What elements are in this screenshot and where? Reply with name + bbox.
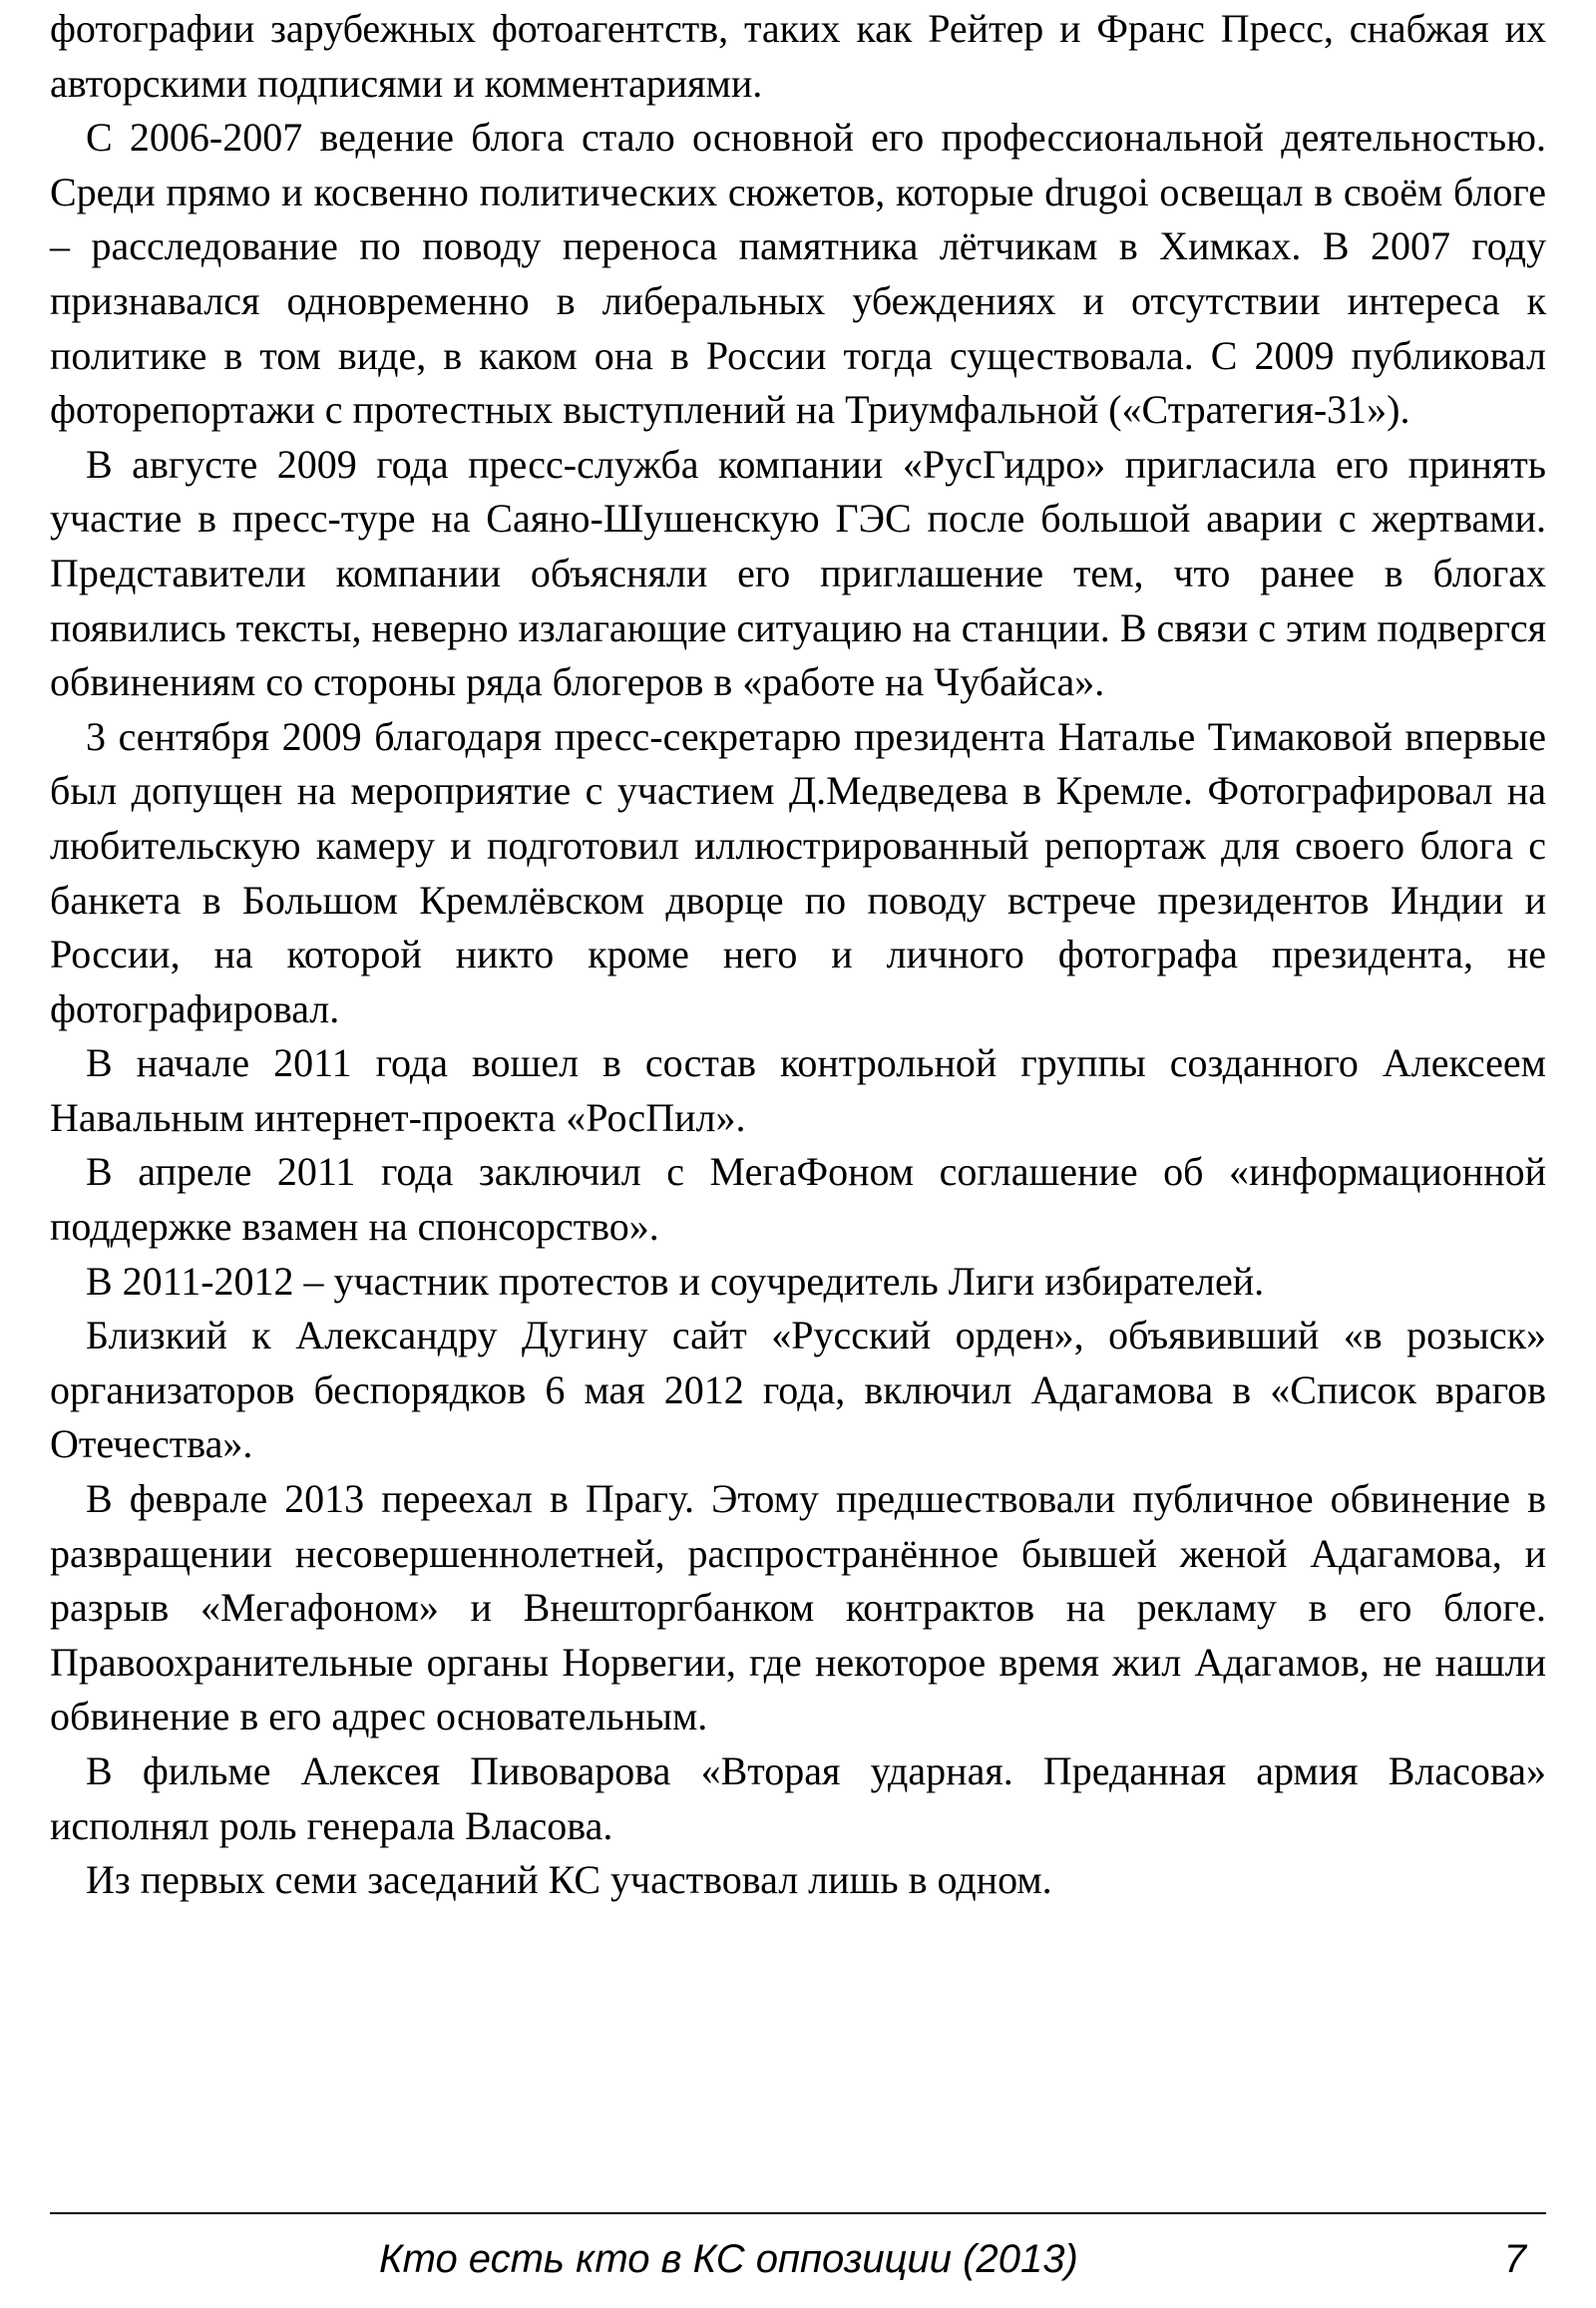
footer-title: Кто есть кто в КС оппозиции (2013) <box>379 2237 1078 2281</box>
paragraph-protests: В 2011-2012 – участник протестов и соучредитель Лиги избирателей. <box>86 1258 1265 1304</box>
text-body <box>50 2 1546 1908</box>
paragraph-russian-order: Близкий к Александру Дугину сайт «Русский орден», объявивший «в розыск» организаторов беспорядков 6 мая 2012 года, включил Адагамова в «Список врагов Отечества». <box>50 1313 1546 1467</box>
page-footer <box>50 2234 1546 2284</box>
paragraph-prague: В феврале 2013 переехал в Прагу. Этому предшествовали публичное обвинение в развращении несовершеннолетней, распространённое бывшей женой Адагамова, и разрыв «Мегафоном» и Внешторгбанком контрактов на рекламу в его блоге. Правоохранительные органы Норвегии, где некоторое время жил Адагамов, не нашли обвинение в его адрес основательным. <box>50 1476 1546 1739</box>
paragraph-continuation: фотографии зарубежных фотоагентств, таких как Рейтер и Франс Пресс, снабжая их авторскими подписями и комментариями. <box>50 6 1546 106</box>
paragraph-film: В фильме Алексея Пивоварова «Вторая ударная. Преданная армия Власова» исполнял роль генерала Власова. <box>50 1748 1546 1848</box>
paragraph-megafon: В апреле 2011 года заключил с МегаФоном соглашение об «информационной поддержке взамен на спонсорство». <box>50 1149 1546 1250</box>
paragraph-kremlin: 3 сентября 2009 благодаря пресс-секретарю президента Наталье Тимаковой впервые был допущен на мероприятие с участием Д.Медведева в Кремле. Фотографировал на любительскую камеру и подготовил иллюстрированный репортаж для своего блога с банкета в Большом Кремлёвском дворце по поводу встрече президентов Индии и России, на которой никто кроме него и личного фотографа президента, не фотографировал. <box>50 713 1546 1031</box>
paragraph-ks-sessions: Из первых семи заседаний КС участвовал лишь в одном. <box>86 1857 1052 1903</box>
page-number: 7 <box>1503 2237 1526 2281</box>
document-page <box>50 0 1546 2308</box>
paragraph-rushydro: В августе 2009 года пресс-служба компании «РусГидро» пригласила его принять участие в пресс-туре на Саяно-Шушенскую ГЭС после большой аварии с жертвами. Представители компании объясняли его приглашение тем, что ранее в блогах появились тексты, неверно излагающие ситуацию на станции. В связи с этим подвергся обвинениям со стороны ряда блогеров в «работе на Чубайса». <box>50 441 1546 705</box>
paragraph-blog-career: С 2006-2007 ведение блога стало основной его профессиональной деятельностью. Среди прямо и косвенно политических сюжетов, которые drugoi освещал в своём блоге – расследование по поводу переноса памятника лётчикам в Химках. В 2007 году признавался одновременно в либеральных убеждениях и отсутствии интереса к политике в том виде, в каком она в России тогда существовала. С 2009 публиковал фоторепортажи с протестных выступлений на Триумфальной («Стратегия-31»). <box>50 115 1546 433</box>
paragraph-rospil: В начале 2011 года вошел в состав контрольной группы созданного Алексеем Навальным интернет-проекта «РосПил». <box>50 1040 1546 1140</box>
footer-divider <box>50 2212 1546 2214</box>
